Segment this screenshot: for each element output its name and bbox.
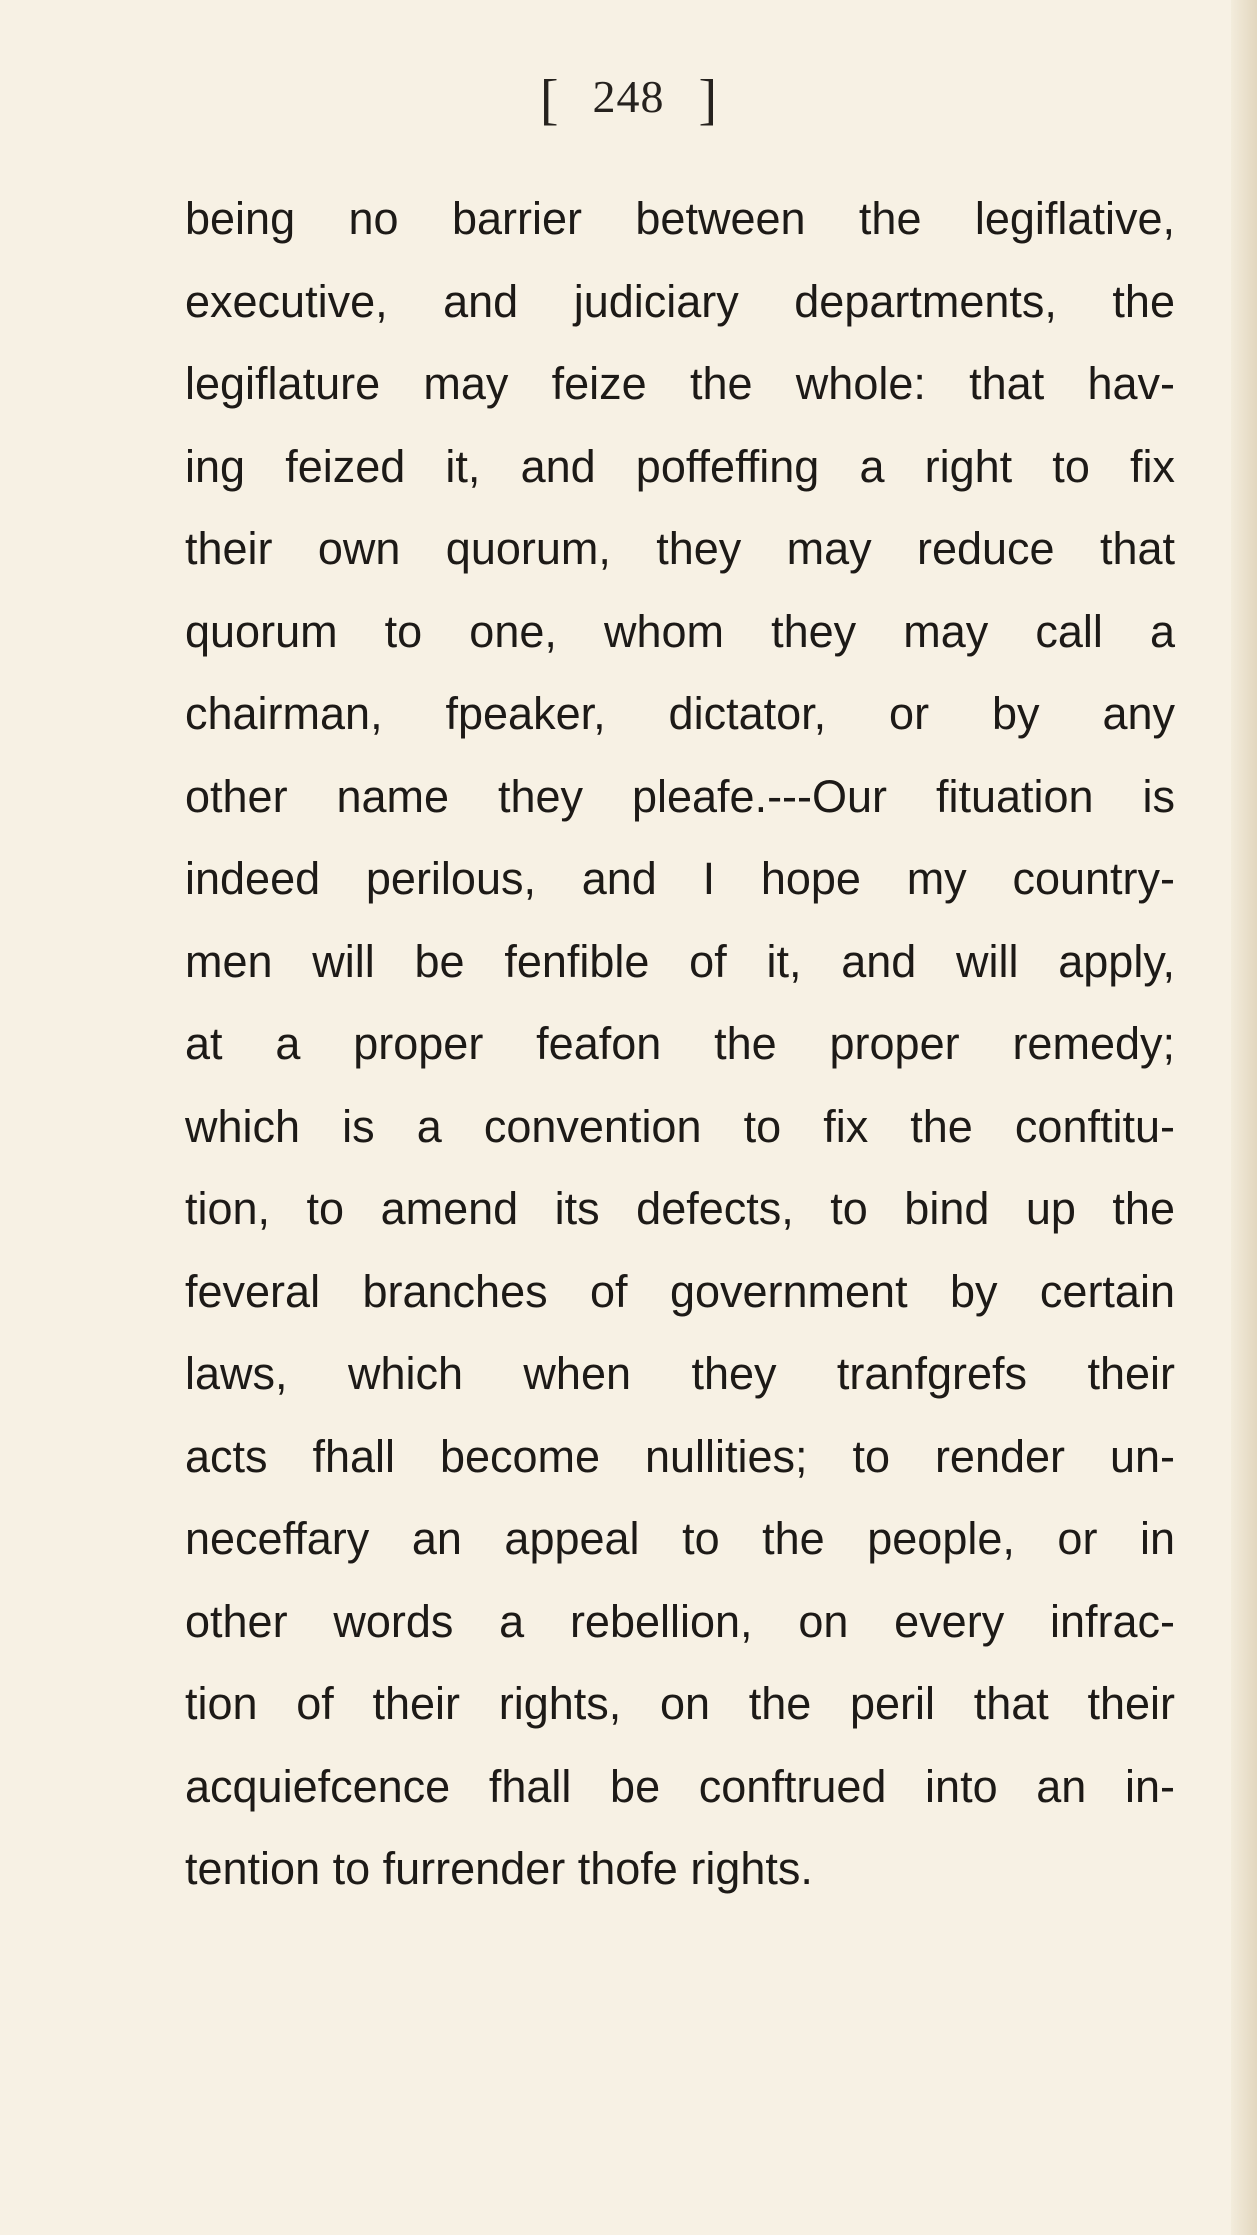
- text-line: legiflature may feize the whole: that hav-: [185, 358, 1175, 409]
- body-text: [185, 178, 1175, 1911]
- text-line: other words a rebellion, on every infrac-: [185, 1595, 1175, 1647]
- text-line: chairman, fpeaker, dictator, or by any: [185, 688, 1175, 739]
- text-line: other name they pleafe.---Our fituation is: [185, 770, 1175, 822]
- text-line: quorum to one, whom they may call a: [185, 605, 1175, 657]
- text-line: tion of their rights, on the peril that their: [185, 1678, 1175, 1729]
- text-line: laws, which when they tranfgrefs their: [185, 1348, 1175, 1399]
- text-line: which is a convention to fix the conftitu-: [185, 1100, 1175, 1152]
- page-number: 248: [592, 71, 665, 122]
- text-line: at a proper feafon the proper remedy;: [185, 1018, 1175, 1069]
- text-line: executive, and judiciary departments, the: [185, 275, 1175, 327]
- text-line: men will be fenfible of it, and will apply,: [185, 935, 1175, 987]
- text-line: acts fhall become nullities; to render un-: [185, 1430, 1175, 1482]
- text-line: acquiefcence fhall be conftrued into an in-: [185, 1760, 1175, 1812]
- page-header: [0, 62, 1257, 135]
- text-line: feveral branches of government by certain: [185, 1265, 1175, 1317]
- text-line: tention to furrender thofe rights.: [185, 1843, 813, 1894]
- header-close-bracket: ]: [698, 69, 718, 131]
- header-open-bracket: [: [539, 69, 559, 131]
- text-line: indeed perilous, and I hope my country-: [185, 853, 1175, 904]
- text-line: their own quorum, they may reduce that: [185, 523, 1175, 574]
- text-line: tion, to amend its defects, to bind up the: [185, 1183, 1175, 1234]
- page-edge-shadow: [1231, 0, 1257, 2235]
- text-line: being no barrier between the legiflative,: [185, 193, 1175, 244]
- text-line: neceffary an appeal to the people, or in: [185, 1513, 1175, 1564]
- text-line: ing feized it, and poffeffing a right to fix: [185, 440, 1175, 492]
